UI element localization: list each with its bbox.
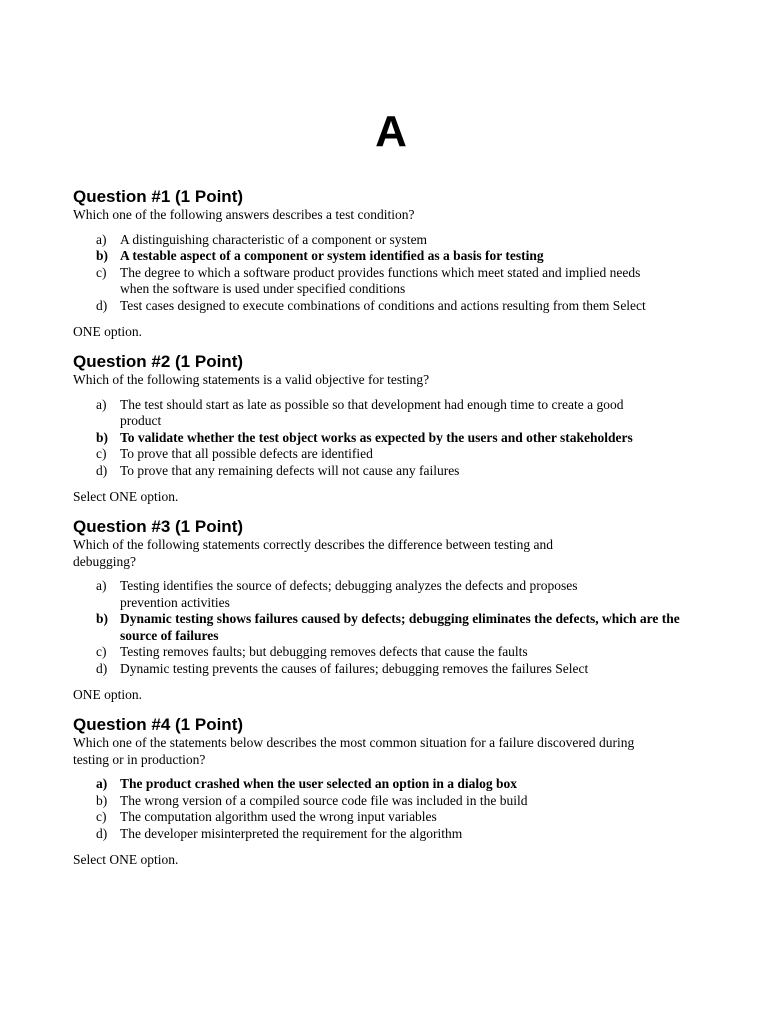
question-text: Which of the following statements correctly describes the difference between testing and debugging? xyxy=(73,537,553,569)
question-2 xyxy=(73,352,703,506)
option-letter: b) xyxy=(96,792,108,808)
question-footer: ONE option. xyxy=(73,324,142,339)
option-c xyxy=(73,644,703,661)
question-1 xyxy=(73,187,703,341)
option-text: A distinguishing characteristic of a component or system xyxy=(120,231,428,247)
option-b-correct xyxy=(73,611,703,644)
option-d xyxy=(73,826,703,843)
option-c xyxy=(73,809,703,826)
question-text: Which one of the following answers describes a test condition? xyxy=(73,207,415,222)
option-text: Dynamic testing prevents the causes of failures; debugging removes the failures Select xyxy=(120,660,589,676)
exam-version-heading: A xyxy=(375,107,407,156)
question-title: Question #2 (1 Point) xyxy=(73,352,244,371)
option-text: A testable aspect of a component or system identified as a basis for testing xyxy=(120,248,544,263)
option-text: The developer misinterpreted the requirement for the algorithm xyxy=(120,825,463,841)
option-letter: c) xyxy=(96,264,107,280)
option-b-correct xyxy=(73,430,703,447)
question-text: Which of the following statements is a valid objective for testing? xyxy=(73,372,430,387)
option-text: Testing removes faults; but debugging removes defects that cause the faults xyxy=(120,644,528,659)
option-letter: d) xyxy=(96,825,108,841)
option-letter: a) xyxy=(96,776,108,791)
option-letter: b) xyxy=(96,611,109,626)
option-letter: a) xyxy=(96,578,107,593)
option-text: Dynamic testing shows failures caused by defects; debugging eliminates the defects, which are the source of failures xyxy=(120,611,680,643)
option-a xyxy=(73,232,703,249)
question-title: Question #4 (1 Point) xyxy=(73,715,244,734)
option-text: The computation algorithm used the wrong input variables xyxy=(120,809,437,824)
question-text: Which one of the statements below describes the most common situation for a failure discovered during testing or in production? xyxy=(73,735,635,767)
option-letter: c) xyxy=(96,644,107,659)
option-d xyxy=(73,661,703,678)
option-letter: c) xyxy=(96,446,107,461)
option-letter: d) xyxy=(96,297,108,313)
question-footer: Select ONE option. xyxy=(73,489,179,504)
option-text: The test should start as late as possible so that development had enough time to create a good product xyxy=(120,396,624,428)
option-letter: d) xyxy=(96,660,108,676)
option-text: The wrong version of a compiled source code file was included in the build xyxy=(120,792,528,808)
option-letter: a) xyxy=(96,231,107,247)
question-footer: ONE option. xyxy=(73,687,142,702)
option-a xyxy=(73,578,703,611)
option-text: To prove that all possible defects are identified xyxy=(120,446,373,461)
question-3 xyxy=(73,517,703,704)
option-a xyxy=(73,397,703,430)
option-d xyxy=(73,298,703,315)
option-letter: a) xyxy=(96,396,107,412)
option-list xyxy=(73,578,703,677)
option-a-correct xyxy=(73,776,703,793)
option-text: To validate whether the test object works as expected by the users and other stakeholders xyxy=(120,429,633,445)
option-text: Testing identifies the source of defects; debugging analyzes the defects and proposes prevention activities xyxy=(120,578,578,610)
option-letter: b) xyxy=(96,429,109,445)
question-title: Question #1 (1 Point) xyxy=(73,187,244,206)
option-d xyxy=(73,463,703,480)
option-text: The product crashed when the user selected an option in a dialog box xyxy=(120,776,518,791)
option-list xyxy=(73,397,703,480)
option-text: To prove that any remaining defects will not cause any failures xyxy=(120,462,460,478)
option-letter: b) xyxy=(96,248,109,263)
option-list xyxy=(73,232,703,315)
question-4 xyxy=(73,715,703,869)
option-b-correct xyxy=(73,248,703,265)
question-footer: Select ONE option. xyxy=(73,852,179,867)
option-list xyxy=(73,776,703,842)
option-text: Test cases designed to execute combinations of conditions and actions resulting from them Select xyxy=(120,297,646,313)
option-text: The degree to which a software product provides functions which meet stated and implied needs when the software is used under specified conditions xyxy=(120,264,641,296)
option-letter: d) xyxy=(96,462,108,478)
question-title: Question #3 (1 Point) xyxy=(73,517,244,536)
option-c xyxy=(73,265,703,298)
option-letter: c) xyxy=(96,809,107,824)
option-b xyxy=(73,793,703,810)
option-c xyxy=(73,446,703,463)
